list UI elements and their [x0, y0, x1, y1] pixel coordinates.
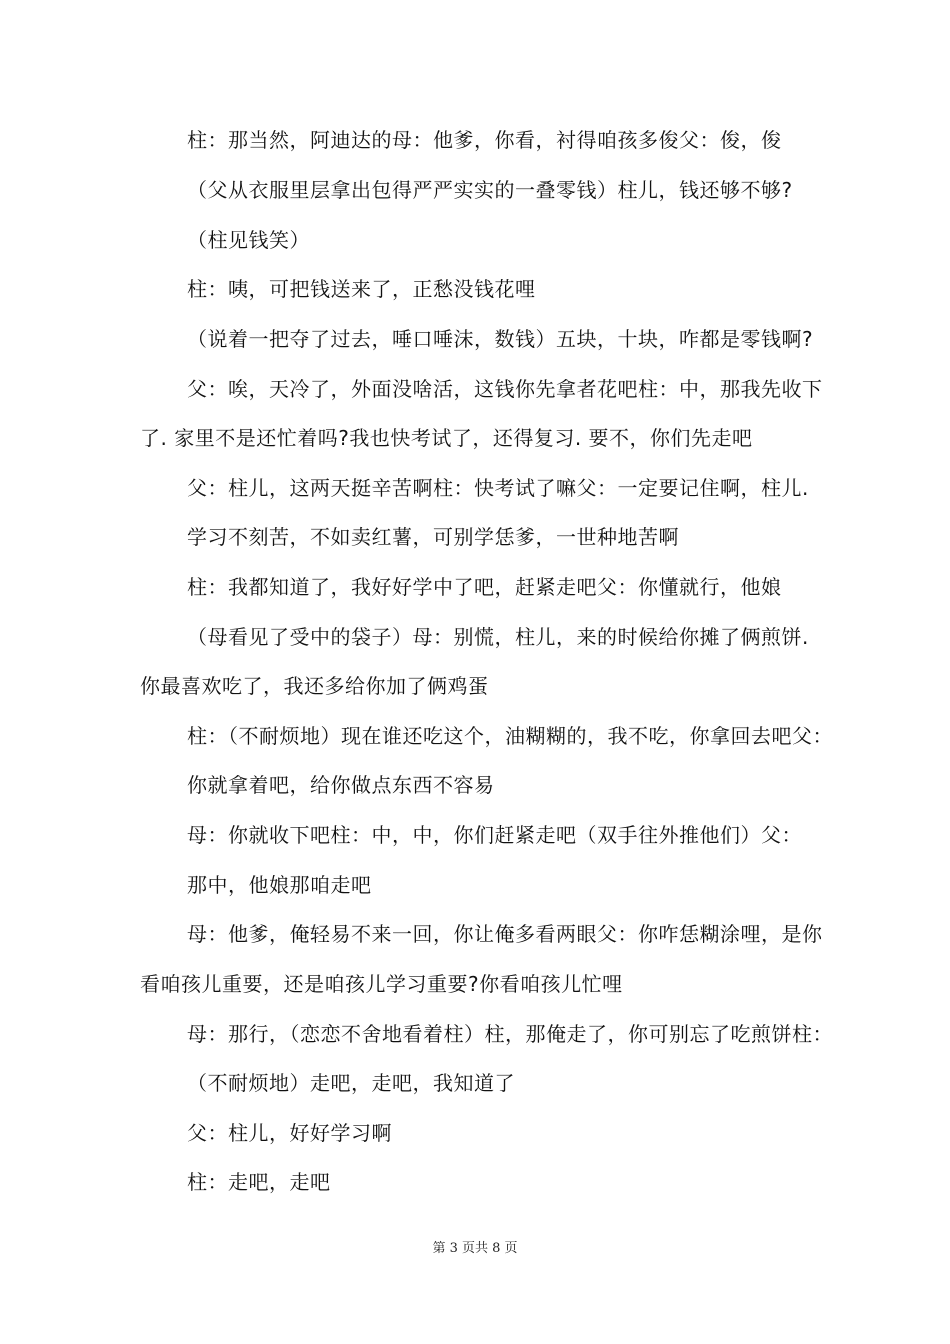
dialogue-line: （说着一把夺了过去，唾口唾沫，数钱）五块，十块，咋都是零钱啊? [187, 327, 814, 351]
dialogue-line: 柱：咦，可把钱送来了，正愁没钱花哩 [187, 277, 536, 301]
dialogue-line: 柱：（不耐烦地）现在谁还吃这个，油糊糊的，我不吃，你拿回去吧父： [187, 724, 833, 748]
dialogue-line: 柱：走吧，走吧 [187, 1170, 331, 1194]
dialogue-line: （母看见了受中的袋子）母：别慌，柱儿，来的时候给你摊了俩煎饼. [187, 625, 809, 649]
dialogue-line: （柱见钱笑） [187, 228, 310, 252]
dialogue-line: （不耐烦地）走吧，走吧，我知道了 [187, 1071, 515, 1095]
dialogue-line: 母：他爹，俺轻易不来一回，你让俺多看两眼父：你咋恁糊涂哩，是你 [187, 922, 823, 946]
dialogue-line: 了. 家里不是还忙着吗?我也快考试了，还得复习. 要不，你们先走吧 [140, 426, 753, 450]
dialogue-line: 你最喜欢吃了，我还多给你加了俩鸡蛋 [140, 674, 489, 698]
dialogue-line: 父：柱儿，这两天挺辛苦啊柱：快考试了嘛父：一定要记住啊，柱儿. [187, 476, 809, 500]
dialogue-line: 那中，他娘那咱走吧 [187, 873, 372, 897]
dialogue-line: （父从衣服里层拿出包得严严实实的一叠零钱）柱儿，钱还够不够? [187, 178, 793, 202]
dialogue-line: 看咱孩儿重要，还是咱孩儿学习重要?你看咱孩儿忙哩 [140, 972, 623, 996]
dialogue-line: 父：唉，天冷了，外面没啥活，这钱你先拿者花吧柱：中，那我先收下 [187, 377, 823, 401]
page-number-footer: 第 3 页共 8 页 [432, 1241, 518, 1256]
dialogue-line: 柱：我都知道了，我好好学中了吧，赶紧走吧父：你懂就行，他娘 [187, 575, 782, 599]
dialogue-line: 母：那行，（恋恋不舍地看着柱）柱，那俺走了，你可别忘了吃煎饼柱： [187, 1022, 833, 1046]
dialogue-line: 母：你就收下吧柱：中，中，你们赶紧走吧（双手往外推他们）父： [187, 823, 802, 847]
dialogue-line: 学习不刻苦，不如卖红薯，可别学恁爹，一世种地苦啊 [187, 525, 679, 549]
dialogue-line: 你就拿着吧，给你做点东西不容易 [187, 773, 495, 797]
dialogue-line: 柱：那当然，阿迪达的母：他爹，你看，衬得咱孩多俊父：俊，俊 [187, 128, 782, 152]
dialogue-line: 父：柱儿，好好学习啊 [187, 1121, 392, 1145]
